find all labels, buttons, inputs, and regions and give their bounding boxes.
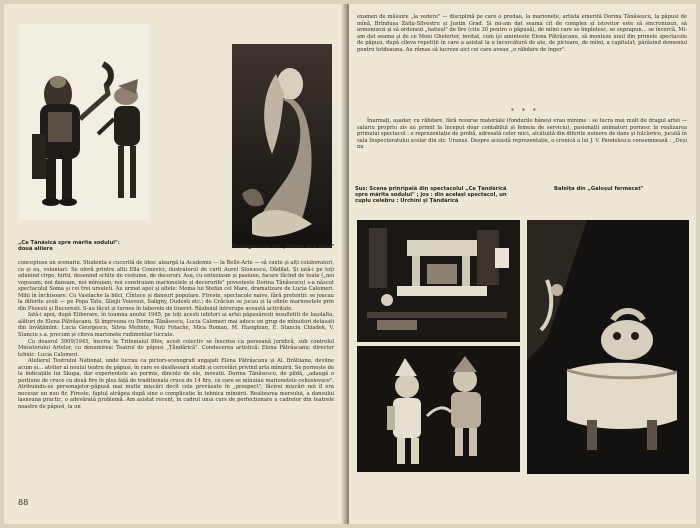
page-number: 88 (18, 498, 29, 507)
puppet-couple-icon (357, 346, 520, 472)
right-body-text (357, 118, 687, 178)
bathtub-puppet-icon (527, 220, 689, 474)
paragraph: examen de măsuire „la vedere" — disciplină pe care o predau, la marionete, artista emerită Dorina Tănăsescu, la păpusi de mînă, Brîndușa Zaița-Silvestru și Justin Grad. Și mi-am dat seama cit de complex și istovitor este să sincronizezi, să armonizezi și să ordonezi „hatisul" de fire (cite 30 pentru o păpusă), de mîini care se împletesc, se suprapun... se încercă. Mi-am dat seama și de ce Moni Ghelerter, invitat, cum își aminteste Elena Pătrășcanu, să monteze unul din primele spectacole de păpusi, după cîleva repetiții în care a asistat la o încurcătură de ate, de picioare, de mîini, a capitulat, părăsind domeniul pentru totdeauna. Au rămas să lucreze aici cei care aveau „o răbdare de înger". (357, 14, 687, 53)
marionette-figure-icon (18, 24, 150, 220)
caption-photo-puppet-pair: „Ce Tănăsică spre mărita sodului": două aliiere (18, 240, 120, 253)
photo-puppet-pair (18, 24, 150, 220)
caption-photo-galosul: Balnița din „Galoșul fermecat" (554, 186, 644, 192)
paragraph: Cu doasrul 3909/1945, înscris la Tribunalul Ilfov, acest colectiv se înscrise ca persoană juridică, sub controlul Ministerului Artelor, cu denumirea: Teatrul de păpusi „Țăndărică". Conducerea artistică: Elena Pătrășcanu; director tehnic: Lucia Calomeri. (18, 338, 334, 358)
left-page (4, 4, 347, 524)
paragraph: Atelierul Teatrului National, unde lucrau ca pictori-scenografi angajati Elena Pătrășcanu și Al. Brătiianu, deviine acum și… atelier al noului teatru de păpusi, în care se desfăsoară studii și cercetări privind arta mînuirii. Se pornește de la indicațiile lui Skupa, dar experientele au permis, dincolo de ele, inovatii. Dorina Tănăsescu, de pildă, „adaugă o porțiune de cruce cu două fire în plus față de traditionala cruce de 14 fire, ce care se mînuiau marionetele cehoslovace". Atribuindu-se personajelor-păpusă mai multe mișcări decît cele prevăzute în „prospect", făcîrei mișcări noi îl era necesar un nou fir. Fireste, faptul atrăgea după sine o complicatie în tehnica mînuirii. Realizarea mersului, a dansului lasnsuna practic, o adevărată problemă. Am asistat recent, în cadrul unui curs de perfecționare a cadrelor din teatrele noastre de păpusi, la un (18, 358, 334, 411)
book-spread (4, 4, 696, 524)
photo-puppet-couple (357, 346, 520, 472)
caption-stage-photos: Sus: Scena prinripală din spectacolul „Ce Țăndărică spre mărita sodului" ; jos : din același spectacol, un cuplu celebru : Urchini și Țăndărică (355, 186, 507, 205)
right-page (349, 4, 696, 524)
caption-photo-mermaid: Protagonista din „Sirena era mică" (232, 244, 335, 250)
photo-stage-scene (357, 220, 520, 342)
section-separator: * * * (511, 108, 539, 115)
paragraph: Iată-i apoi, după Eliberare, în toamna anului 1945, pe toți acesti iubitori ai artei păpusăresti însufletiti de lașolalta, alături de Elena Pătrășcanu. Și împreuna cu Dorina Tănăsescu, Lucia Calomeri mai aduce un grup de mînuitori detasati din învățămînt: Lucia Georgescu, Silvia Melinte, Nuți Fotache, Mica Roman, M. Hasighian, E. Stanciu Chiadek, V. Stanciu s.a. precum și citeva marionete rudimentar lucrate. (18, 312, 334, 339)
left-body-text (18, 260, 334, 488)
mermaid-puppet-icon (232, 44, 332, 248)
paragraph: conceptuse un scenariu. Studenta e cucerită de idee: aleargă la Academie — la Belle-Arte — să caute și alți colaboratori, ca și ea, voluntari. Se oferă printre altii Ella Conovici, ilustratorul de carti Aurel Stoicescu, Dădilat. Și iată-i pe toți adunind cirpe, hirtii, desenind schite de costume, de decoruri. Asa, cu entuziasm și pasiune, facare făcind de toate („noi vopseam, noi dansam, noi mînuiam, noi construiam marionetele și decorurile" povesteste Dorina Tănăsescu) s-a născut spectacolul Soma și cei trei ursuleti. Au urmat apoi și altele: Moma lui Stefan cel Mare, dramatizare de Lucia Calomeri. Mihi în închisoare. Cu Vasilache la bilci, Cîntece și dansuri populare. Fireste, spectacole naive, fără pretentii: se joacau la diferite școli — pe Popa Tatu, Slinjii Voievozi, Saligny, Dudesti etc.; de Crăciun se jucau și la sfinte marionetele prin din Ploiesti și Bucuresti. S-au făcut și turnee în taberele de tineret. Războiul întrerupe această activitate. (18, 260, 334, 312)
photo-galosul-fermecat (527, 220, 689, 474)
right-intro-text (357, 14, 687, 106)
paragraph: Înarmați, așadar, cu răbdare, fără resurse materiale (fondurile băneși erau minime : se lucra mai mult de dragul artei — salariu propriu zis au primit la început doar contabilul și femeia de serviciu), pasionații animatori pornesc la realizarea primului spectacol : o reprezentație de probă, adresată celor mici, alcătuită din diferite numere de dans și folclorice, jucată în sala Inspectoratului școlar din str. Uranus. Despre această reprezentație, o cronică a lui J. V. Pandelescu consemnează : „Deși nu (357, 118, 687, 151)
photo-mermaid-puppet (232, 44, 332, 248)
stage-scene-icon (357, 220, 520, 342)
